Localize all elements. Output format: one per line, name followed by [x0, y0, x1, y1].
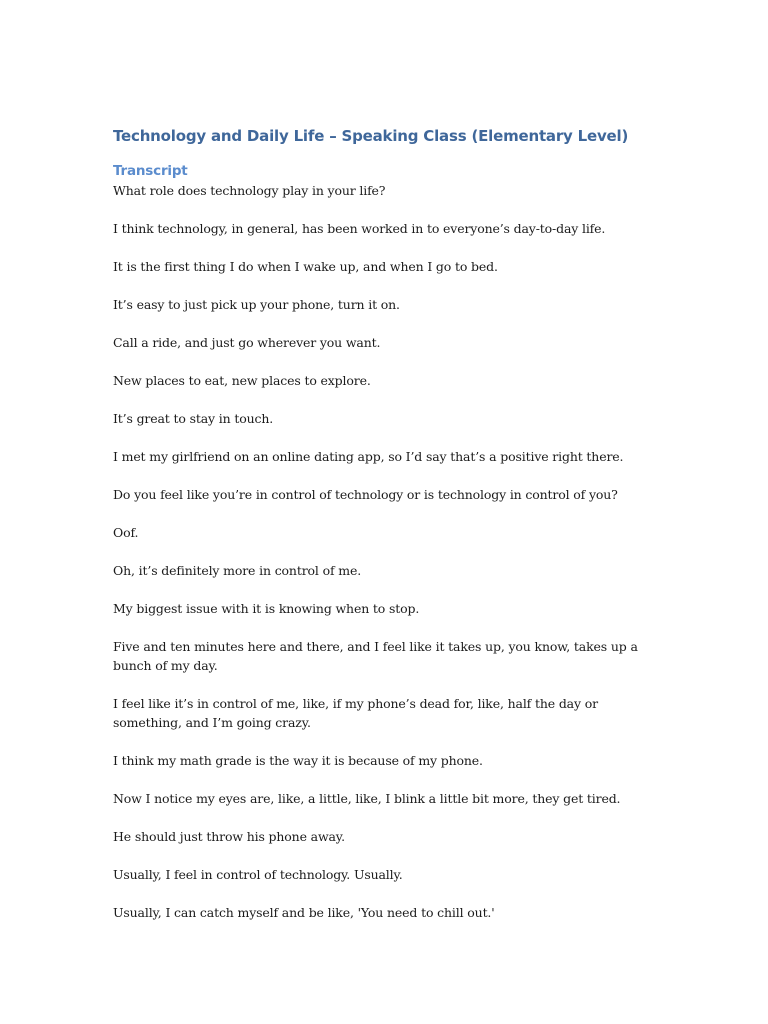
section-heading-transcript: Transcript [113, 163, 188, 179]
transcript-paragraph: Do you feel like you’re in control of technology or is technology in control of you? [113, 487, 618, 502]
transcript-paragraph: My biggest issue with it is knowing when to stop. [113, 601, 420, 616]
transcript-paragraph: It’s easy to just pick up your phone, turn it on. [113, 297, 400, 312]
transcript-paragraph: It is the first thing I do when I wake up, and when I go to bed. [113, 259, 498, 274]
transcript-paragraph: It’s great to stay in touch. [113, 411, 274, 426]
document-title: Technology and Daily Life – Speaking Class (Elementary Level) [113, 127, 629, 145]
transcript-paragraph: I feel like it’s in control of me, like, if my phone’s dead for, like, half the day or something, and I’m going crazy. [113, 696, 598, 730]
transcript-paragraph: Now I notice my eyes are, like, a little, like, I blink a little bit more, they get tired. [113, 791, 621, 806]
transcript-paragraph: Five and ten minutes here and there, and I feel like it takes up, you know, takes up a bunch of my day. [113, 639, 638, 673]
transcript-paragraph: Usually, I can catch myself and be like, 'You need to chill out.' [113, 905, 495, 920]
transcript-paragraph: He should just throw his phone away. [113, 829, 345, 844]
transcript-paragraph: Call a ride, and just go wherever you want. [113, 335, 381, 350]
transcript-paragraph: I think technology, in general, has been worked in to everyone’s day-to-day life. [113, 221, 606, 236]
transcript-paragraph: Oh, it’s definitely more in control of me. [113, 563, 362, 578]
transcript-paragraph: Usually, I feel in control of technology. Usually. [113, 867, 403, 882]
document-page [113, 125, 653, 941]
transcript-paragraph: What role does technology play in your life? [113, 183, 386, 198]
transcript-paragraph: New places to eat, new places to explore. [113, 373, 371, 388]
transcript-paragraph: I met my girlfriend on an online dating app, so I’d say that’s a positive right there. [113, 449, 624, 464]
transcript-body [113, 181, 653, 922]
transcript-paragraph: I think my math grade is the way it is because of my phone. [113, 753, 483, 768]
transcript-paragraph: Oof. [113, 525, 139, 540]
